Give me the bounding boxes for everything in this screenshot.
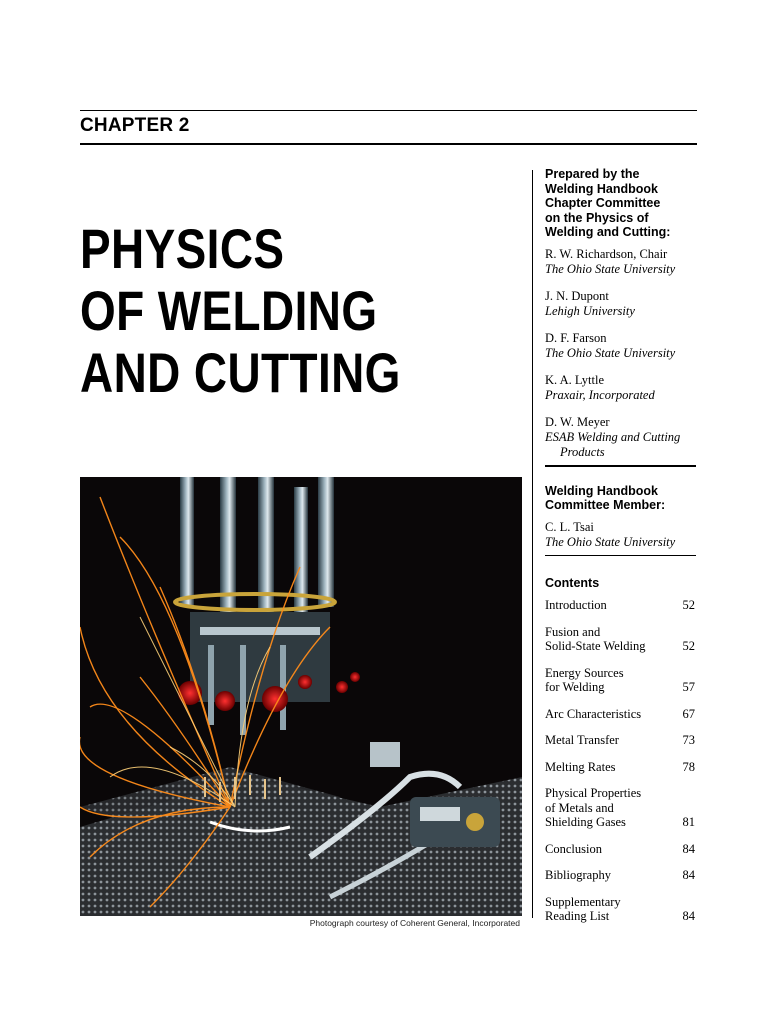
committee-heading-line: Welding and Cutting:: [545, 225, 671, 239]
member-name: D. F. Farson: [545, 330, 607, 345]
toc-entry[interactable]: [545, 842, 696, 857]
handbook-committee-heading: [545, 484, 696, 513]
sidebar-rule: [545, 555, 696, 556]
title-line-3: AND CUTTING: [80, 341, 401, 404]
welding-robot-photo: [80, 477, 522, 916]
top-rule: [80, 110, 697, 111]
photo-caption: Photograph courtesy of Coherent General, Incorporated: [309, 918, 520, 928]
toc-entry-page: 67: [682, 706, 695, 721]
member-affiliation: The Ohio State University: [545, 345, 676, 360]
toc-entry[interactable]: [545, 895, 696, 924]
toc-entry-label: Bibliography: [545, 868, 611, 882]
handbook-heading-line: Welding Handbook: [545, 483, 658, 498]
toc-entry[interactable]: [545, 598, 696, 613]
toc-entry-label: Arc Characteristics: [545, 706, 642, 721]
toc-entry[interactable]: [545, 733, 696, 748]
toc-entry[interactable]: [545, 625, 696, 654]
toc-entry-page: 78: [682, 759, 695, 774]
toc-entry-label: Melting Rates: [545, 759, 616, 774]
toc-entry-label: Metal Transfer: [545, 733, 619, 747]
toc-entry[interactable]: [545, 760, 696, 775]
toc-entry-page: 73: [682, 733, 695, 747]
committee-heading-line: Welding Handbook: [545, 181, 658, 196]
toc-entry-page: 52: [682, 598, 695, 612]
member-affiliation: The Ohio State University: [545, 261, 676, 276]
toc-entry-label: Introduction: [545, 598, 607, 612]
member-name: R. W. Richardson, Chair: [545, 246, 668, 261]
member-name: K. A. Lyttle: [545, 372, 605, 387]
chapter-label: CHAPTER 2: [80, 115, 190, 136]
committee-heading-line: on the Physics of: [545, 210, 649, 225]
member-affiliation: Lehigh University: [545, 303, 635, 318]
title-line-1: PHYSICS: [80, 217, 285, 280]
toc-entry-page: 57: [682, 680, 695, 694]
contents-heading: Contents: [545, 575, 600, 590]
toc-entry-label: Fusion and Solid-State Welding: [545, 624, 646, 653]
committee-member: [545, 415, 696, 460]
chapter-title: [80, 218, 401, 404]
toc-entry-label: Supplementary Reading List: [545, 894, 621, 923]
sidebar: [545, 167, 696, 936]
sidebar-rule: [545, 465, 696, 467]
toc-entry-label: Conclusion: [545, 841, 602, 856]
toc-entry-page: 84: [682, 909, 695, 923]
member-affiliation: ESAB Welding and Cutting: [545, 429, 681, 444]
committee-heading-line: Chapter Committee: [545, 196, 661, 210]
table-of-contents: [545, 598, 696, 924]
toc-entry-page: 84: [682, 841, 695, 856]
chapter-rule: [80, 143, 697, 145]
committee-heading: [545, 167, 696, 240]
committee-heading-line: Prepared by the: [545, 167, 640, 181]
committee-member: [545, 289, 696, 319]
title-line-2: OF WELDING: [80, 279, 378, 342]
toc-entry[interactable]: [545, 786, 696, 830]
toc-entry[interactable]: [545, 707, 696, 722]
member-affiliation: Praxair, Incorporated: [545, 387, 655, 402]
committee-member: [545, 247, 696, 277]
photo-illustration: [80, 477, 522, 916]
committee-member: [545, 331, 696, 361]
handbook-committee-member: [545, 520, 696, 550]
toc-entry-label: Energy Sources for Welding: [545, 665, 624, 694]
member-name: C. L. Tsai: [545, 519, 594, 534]
member-affiliation: The Ohio State University: [545, 534, 676, 549]
toc-entry[interactable]: [545, 666, 696, 695]
handbook-heading-line: Committee Member:: [545, 498, 666, 512]
toc-entry-page: 84: [682, 868, 695, 882]
toc-entry[interactable]: [545, 868, 696, 883]
sidebar-divider: [532, 170, 533, 918]
toc-entry-label: Physical Properties of Metals and Shielding Gases: [545, 786, 642, 829]
member-affiliation-continued: Products: [560, 444, 605, 459]
committee-member: [545, 373, 696, 403]
toc-entry-page: 81: [682, 815, 695, 829]
member-name: J. N. Dupont: [545, 288, 609, 303]
member-name: D. W. Meyer: [545, 414, 610, 429]
toc-entry-page: 52: [682, 639, 695, 653]
